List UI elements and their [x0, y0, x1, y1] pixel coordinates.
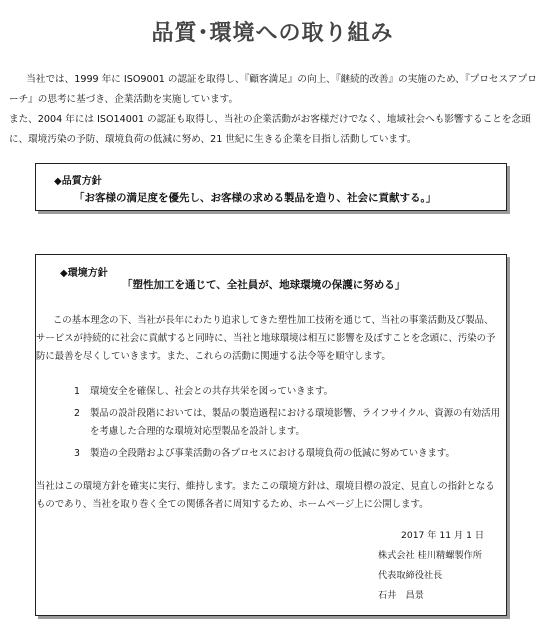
environment-policy-closing: 当社はこの環境方針を確実に実行、維持します。またこの環境方針は、環境目標の設定、見直しの指針となるものであり、当社を取り巻く全ての関係各者に周知するため、ホームページ上に公開します。 [36, 481, 495, 510]
list-item-number: 1 [74, 386, 80, 397]
quality-policy-heading: ◆品質方針 [54, 176, 102, 187]
list-item [36, 405, 501, 441]
page-title: 品質･環境への取り組み [151, 21, 394, 46]
intro-text [9, 70, 539, 150]
environment-policy-motto: 「塑性加工を通じて、全社員が、地球環境の保護に努める」 [122, 279, 406, 291]
list-item-number: 3 [74, 448, 80, 459]
list-item [36, 445, 501, 463]
signature-date: 2017 年 11 月 1 日 [401, 530, 485, 541]
environment-policy-paragraph: この基本理念の下、当社が長年にわたり追求してきた塑性加工技術を通じて、当社の事業活動及び製品、サービスが持続的に社会に貢献すると同時に、当社と地球環境は相互に影響を及ぼすことを念頭に、汚染の予防に最善を尽くしていきます。また、これらの活動に関連する法令等を順守します。 [36, 315, 496, 362]
environment-policy-heading: ◆環境方針 [60, 268, 108, 279]
list-item-text: 製造の全段階および事業活動の各プロセスにおける環境負荷の低減に努めていきます。 [90, 448, 455, 459]
quality-policy-box [35, 163, 507, 211]
signature-company: 株式会社 桂川精螺製作所 [378, 550, 482, 561]
signature-name: 石井 昌景 [378, 590, 424, 601]
signature-role: 代表取締役社長 [378, 570, 443, 581]
environment-policy-box [35, 254, 507, 616]
list-item [36, 383, 501, 401]
list-item-number: 2 [74, 408, 80, 419]
quality-policy-motto: 「お客様の満足度を優先し、お客様の求める製品を造り、社会に貢献する。」 [74, 192, 437, 204]
intro-paragraph-iso9001: 当社では、1999 年に ISO9001 の認証を取得し、『顧客満足』の向上、『継続的改善』の実施のため、『プロセスアプローチ』の思考に基づき、企業活動を実施しています。 [9, 74, 537, 105]
environment-policy-list [36, 383, 501, 467]
list-item-text: 製品の設計段階においては、製品の製造過程における環境影響、ライフサイクル、資源の有効活用を考慮した合理的な環境対応型製品を設計します。 [90, 408, 501, 437]
environment-policy-body [36, 312, 501, 366]
list-item-text: 環境安全を確保し、社会との共存共栄を図っていきます。 [90, 386, 334, 397]
intro-paragraph-iso14001: また、2004 年には ISO14001 の認証も取得し、当社の企業活動がお客様だけでなく、地域社会へも影響することを念頭に、環境汚染の予防、環境負荷の低減に努め、21 世紀に生きる企業を目指し活動しています。 [9, 114, 531, 145]
